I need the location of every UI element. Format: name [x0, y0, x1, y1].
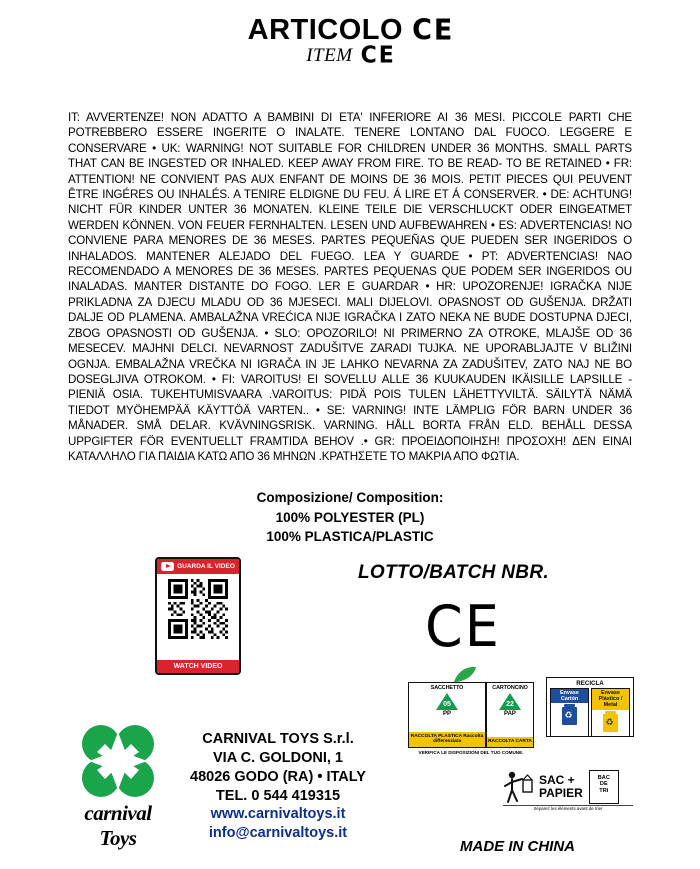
video-badge-top-label: GUARDA IL VIDEO: [177, 562, 235, 570]
sac-papier-group: [503, 764, 633, 810]
header: [0, 0, 700, 67]
item-subtitle: ITEM: [306, 45, 353, 66]
youtube-play-icon: [161, 562, 174, 571]
qr-code-icon[interactable]: [168, 579, 228, 639]
recycling-triangle-icon: [436, 693, 458, 710]
recycling-triangle-icon-paper: [499, 693, 521, 710]
bac-de-tri-box: [589, 770, 619, 804]
sac-line1: SAC +: [539, 773, 575, 788]
recycling-plastic-footer: RACCOLTA PLASTICA Raccolta differenziata: [409, 732, 485, 747]
made-in-label: MADE IN CHINA: [460, 838, 575, 855]
composition-material-1: 100% POLYESTER (PL): [275, 509, 425, 525]
ce-mark-large-icon: C E: [425, 593, 499, 660]
video-badge-bottom-label: WATCH VIDEO: [157, 660, 239, 673]
recycling-plastic-header: SACCHETTO: [430, 685, 464, 691]
sac-line2: PAPIER: [539, 786, 583, 800]
bac-line2: DE: [599, 781, 608, 788]
recicla-cell-carton: [550, 688, 589, 737]
company-website[interactable]: www.carnivaltoys.it: [210, 806, 346, 823]
header-item-row: [0, 42, 700, 69]
recycling-note: VERIFICA LE DISPOSIZIONI DEL TUO COMUNE.: [418, 750, 524, 755]
recicla-carton-line1: Envase: [560, 690, 579, 696]
bac-line1: BAC: [597, 775, 610, 781]
company-email[interactable]: info@carnivaltoys.it: [208, 825, 348, 842]
recycling-paper-code-number: 22: [506, 701, 514, 708]
person-throwing-litter-icon: [503, 770, 533, 804]
company-tel: TEL. 0 544 419315: [215, 787, 341, 804]
ce-mark-icon-small: C E: [360, 42, 394, 69]
company-logo-text: carnival Toys: [84, 801, 152, 850]
recycling-plastic-code: PP: [442, 711, 451, 717]
composition-block: [0, 488, 700, 547]
header-articolo-row: [0, 14, 700, 47]
recycling-plastic-box: [408, 682, 486, 748]
recicla-plastic-line1: Envase: [601, 690, 620, 696]
recycling-bin-yellow-icon: ♻: [603, 714, 618, 732]
batch-number-label: LOTTO/BATCH NBR.: [358, 562, 549, 583]
video-badge-header: [157, 559, 239, 574]
bac-line3: TRI: [599, 787, 609, 794]
recicla-box: [546, 677, 634, 737]
company-name: CARNIVAL TOYS S.r.l.: [202, 731, 354, 747]
clover-logo-icon: [79, 722, 157, 800]
recycling-plastic-code-number: 05: [443, 701, 451, 708]
ce-mark-icon: C E: [412, 14, 453, 47]
recicla-header: RECICLA: [576, 680, 604, 687]
company-street: VIA C. GOLDONI, 1: [213, 749, 343, 766]
company-address: [168, 730, 388, 843]
composition-material-2: 100% PLASTICA/PLASTIC: [266, 529, 434, 545]
recycling-paper-footer: RACCOLTA CARTA: [487, 737, 533, 747]
warnings-text: IT: AVVERTENZE! NON ADATTO A BAMBINI DI ETA' INFERIORE AI 36 MESI. PICCOLE PARTI CHE POTREBBERO ESSERE INGERITE O INALATE. TENERE LONTANO DAL FUOCO. LEGGERE E CONSERVARE • UK: WARNING! NOT SUITABLE FOR CHILDREN UNDER 36 MONTHS. SMALL PARTS THAT CAN BE INGESTED OR INHALED. KEEP AWAY FROM FIRE. TO BE READ- TO BE RETAINED • FR: ATTENTION! NE CONVIENT PAS AUX ENFANT DE MOINS DE 36 MOIS. PETIT PIECES QUI PEUVENT ÊTRE INGÉRES OU INHALÉS. A TENIRE ELDIGNE DU FEU. Á LIRE ET Á CONSERVER. • DE: ACHTUNG! NICHT FÜR KINDER UNTER 36 MONATEN. KLEINE TEILE DIE VERSCHLUCKT ODER EINGEATMET WERDEN KÖNNEN. VON FEUER FERNHALTEN. LESEN UND AUFBEWAHREN • ES: ADVERTENCIAS! NO CONVIENE PARA MENORES DE 36 MESES. PARTES PEQUEÑAS QUE PUEDEN SER INGERIDOS O INHALADOS. MANTENER ALEJADO DEL FUEGO. LEA Y GUARDE • PT: ADVERTENCIAS! NAO RECOMENDADO A MENORES DE 36 MESES. PARTES PEQUENAS QUE PODEM SER INGERIDOS OU INALADAS. MANTER DISTANTE DO FOGO. LER E GUARDAR • HR: UPOZORENJE! IGRAČKA NIJE PRIKLADNA ZA DJECU MLADU OD 36 MJESECI. MALI DIJELOVI. OPASNOST OD GUŠENJA. DRŽATI DALJE OD PLAMENA. AMBALAŽNA VREĆICA NIJE IGRAČKA I ZATO NEKA NE BUDE DOSTUPNA DJECI, ZBOG OPASNOSTI OD GUŠENJA. • SLO: OPOZORILO! NI PRIMERNO ZA OTROKE, MLAJŠE OD 36 MESECEV. MAJHNI DELCI. NEVARNOST ZADUŠITVE ZARADI TUJKA. NE UPORABLJAJTE V BLIŽINI OGNJA. EMBALAŽNA VREČKA NI IGRAČA IN JE LAHKO NEVARNA ZA ZADUŠITEV, ZATO NAJ NE BO DOSEGLJIVA OTROKOM. • FI: VAROITUS! EI SOVELLU ALLE 36 KUUKAUDEN IKÄISILLE LAPSILLE - PIENIÄ OSIA. TUKEHTUMISVAARA .VAROITUS: PIDÄ POIS TULEN LÄHETTYVILTÄ. SÄILYTÄ NÄMÄ TIEDOT MYÖHEMPÄÄ KÄYTTÖÄ VARTEN.. • SE: VARNING! INTE LÄMPLIG FÖR BARN UNDER 36 MÅNADER. SMÅ DELAR. KVÄVNINGSRISK. VARNING. HÅLL BORTA FRÅN ELD. BEHÅLL DESSA UPPGIFTER FÖR EVENTUELLT FRAMTIDA BEHOV .• GR: ΠΡΟΕΙΔΟΠΟΙΗΣΗ! ΠΡΟΣΟΧΗ! ΔΕΝ ΕΙΝΑΙ ΚΑΤΑΛΛΗΛΟ ΓΙΑ ΠΑΙΔΙΑ ΚΑΤΩ ΑΠΟ 36 ΜΗΝΩΝ .ΚΡΑΤΗΣΕΤΕ ΤΟ ΜΑΚΡΙΑ ΑΠΟ ΦΩΤΙΑ.: [68, 111, 632, 463]
page-title: ARTICOLO: [247, 14, 404, 46]
composition-title: Composizione/ Composition:: [256, 490, 444, 505]
recicla-cells: [547, 688, 633, 737]
company-city: 48026 GODO (RA) • ITALY: [190, 768, 366, 785]
recicla-carton-line2: Cartón: [560, 696, 579, 703]
watch-video-badge[interactable]: [155, 557, 241, 675]
recycling-paper-header: CARTONCINO: [492, 685, 528, 691]
recicla-plastic-line2: Plástico / Metal: [598, 696, 623, 709]
sac-papier-text: [539, 774, 583, 799]
sac-papier-note: Séparez les éléments avant de trier: [503, 805, 633, 812]
recicla-cell-plastic: [591, 688, 630, 737]
recycling-paper-box: [486, 682, 534, 748]
company-logo: [72, 722, 164, 851]
recycling-paper-code: PAP: [504, 711, 516, 717]
recycling-bin-blue-icon: ♻: [562, 707, 577, 725]
